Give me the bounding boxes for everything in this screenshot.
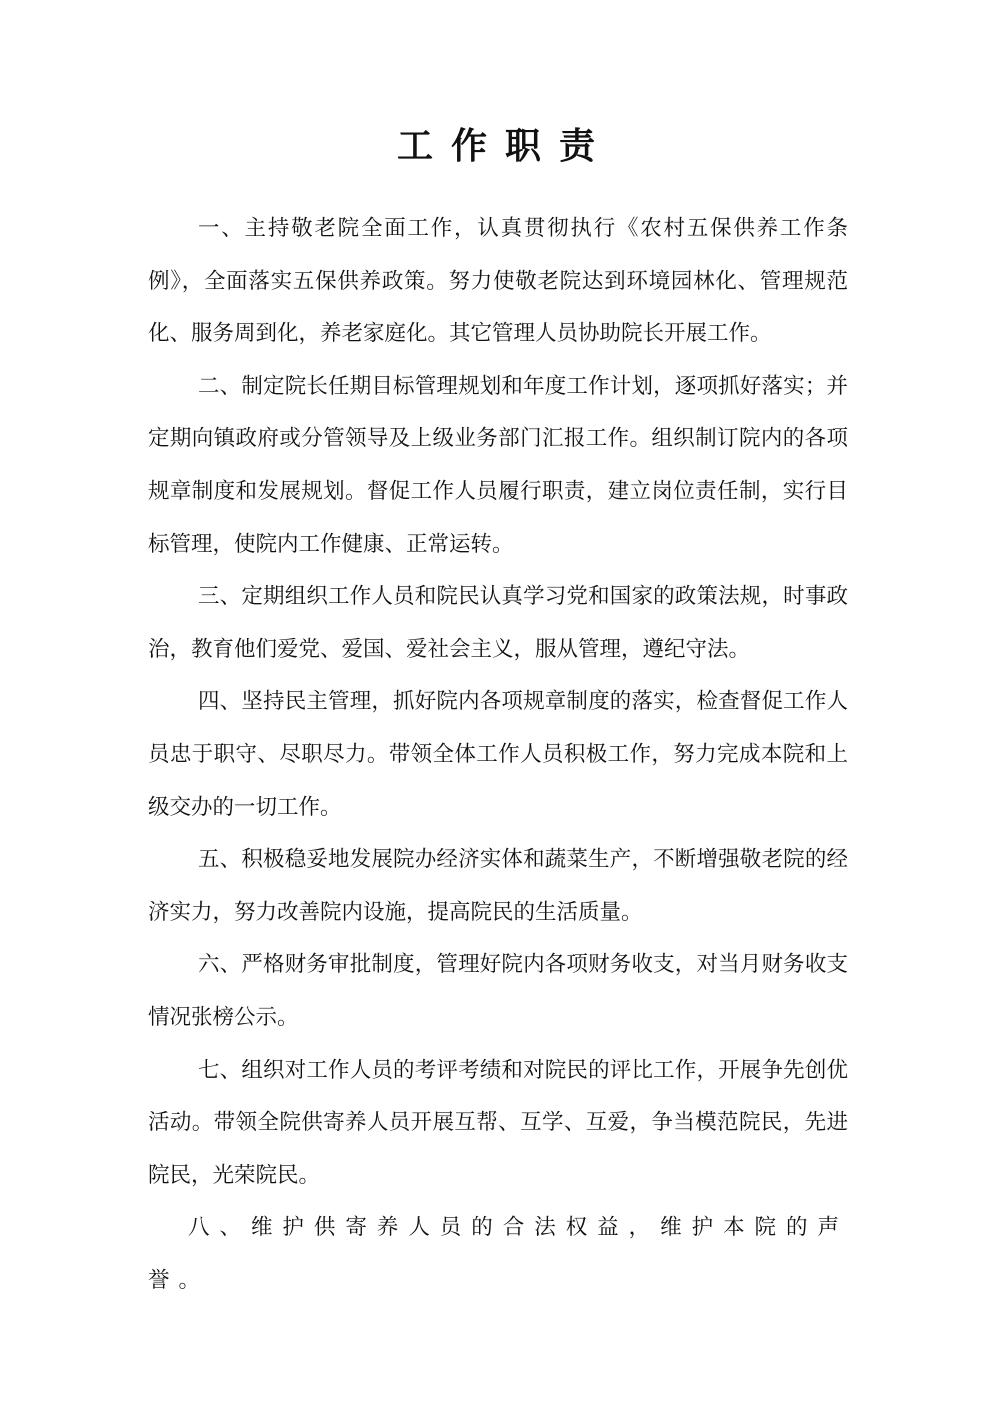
duty-paragraph-8: 八、维护供寄养人员的合法权益，维护本院的声誉。 — [148, 1215, 848, 1293]
duty-paragraph-4: 四、坚持民主管理，抓好院内各项规章制度的落实，检查督促工作人员忠于职守、尽职尽力。带领全体工作人员积极工作，努力完成本院和上级交办的一切工作。 — [148, 689, 848, 820]
duty-paragraph-1: 一、主持敬老院全面工作，认真贯彻执行《农村五保供养工作条例》，全面落实五保供养政策。努力使敬老院达到环境园林化、管理规范化、服务周到化，养老家庭化。其它管理人员协助院长开展工作。 — [148, 216, 848, 347]
duty-paragraph-6: 六、严格财务审批制度，管理好院内各项财务收支，对当月财务收支情况张榜公示。 — [148, 952, 848, 1030]
duty-paragraph-3: 三、定期组织工作人员和院民认真学习党和国家的政策法规，时事政治，教育他们爱党、爱国、爱社会主义，服从管理，遵纪守法。 — [148, 584, 848, 662]
document-title: 工作职责 — [396, 125, 613, 167]
duty-paragraph-2: 二、制定院长任期目标管理规划和年度工作计划，逐项抓好落实；并定期向镇政府或分管领导及上级业务部门汇报工作。组织制订院内的各项规章制度和发展规划。督促工作人员履行职责，建立岗位责任制，实行目标管理，使院内工作健康、正常运转。 — [148, 373, 848, 557]
duty-paragraph-7: 七、组织对工作人员的考评考绩和对院民的评比工作，开展争先创优活动。带领全院供寄养人员开展互帮、互学、互爱，争当模范院民，先进院民，光荣院民。 — [148, 1057, 848, 1188]
duty-paragraph-5: 五、积极稳妥地发展院办经济实体和蔬菜生产，不断增强敬老院的经济实力，努力改善院内设施，提高院民的生活质量。 — [148, 847, 848, 925]
document-body — [148, 203, 848, 1307]
